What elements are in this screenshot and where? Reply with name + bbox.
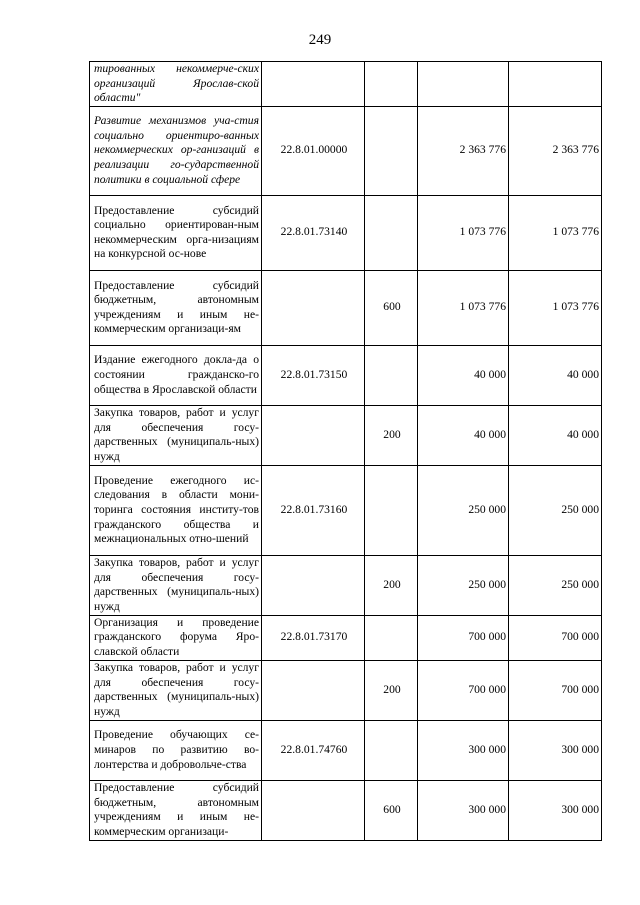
table-row	[90, 660, 602, 720]
row-code-cell: 22.8.01.73150	[262, 345, 365, 405]
row-expense-type-cell: 200	[365, 660, 418, 720]
row-sum1-cell: 40 000	[418, 405, 509, 465]
row-name-cell: Проведение обучающих се-минаров по развитию во-лонтерства и добровольче-ства	[90, 720, 262, 780]
row-expense-type-cell	[365, 345, 418, 405]
row-expense-type-cell	[365, 615, 418, 660]
row-sum2-cell: 40 000	[509, 345, 602, 405]
row-sum1-cell: 40 000	[418, 345, 509, 405]
row-code-cell	[262, 405, 365, 465]
row-code-cell: 22.8.01.73160	[262, 465, 365, 555]
row-name-cell: Закупка товаров, работ и услуг для обеспечения госу-дарственных (муниципаль-ных) нужд	[90, 555, 262, 615]
table-row	[90, 405, 602, 465]
row-name-cell: тированных некоммерче-ских организаций Ярослав-ской области"	[90, 62, 262, 107]
row-expense-type-cell: 200	[365, 555, 418, 615]
row-expense-type-cell	[365, 106, 418, 195]
row-sum2-cell	[509, 62, 602, 107]
row-sum1-cell: 2 363 776	[418, 106, 509, 195]
row-name-cell: Предоставление субсидий социально ориентирован-ным некоммерческим орга-низациям на конкурсной ос-нове	[90, 195, 262, 270]
row-sum2-cell: 700 000	[509, 660, 602, 720]
row-expense-type-cell: 200	[365, 405, 418, 465]
row-name-cell: Организация и проведение гражданского форума Яро-славской области	[90, 615, 262, 660]
row-sum2-cell: 250 000	[509, 465, 602, 555]
row-name-cell: Предоставление субсидий бюджетным, автономным учреждениям и иным не-коммерческим организаци-ям	[90, 270, 262, 345]
row-code-cell: 22.8.01.73140	[262, 195, 365, 270]
row-name-cell: Предоставление субсидий бюджетным, автономным учреждениям и иным не-коммерческим организаци-	[90, 780, 262, 840]
table-row	[90, 195, 602, 270]
table-row	[90, 106, 602, 195]
row-sum1-cell	[418, 62, 509, 107]
row-sum2-cell: 250 000	[509, 555, 602, 615]
budget-table	[89, 61, 602, 841]
row-sum1-cell: 1 073 776	[418, 195, 509, 270]
row-code-cell	[262, 555, 365, 615]
table-row	[90, 465, 602, 555]
row-expense-type-cell: 600	[365, 270, 418, 345]
row-sum1-cell: 300 000	[418, 720, 509, 780]
row-expense-type-cell	[365, 720, 418, 780]
row-sum2-cell: 2 363 776	[509, 106, 602, 195]
row-sum2-cell: 300 000	[509, 720, 602, 780]
table-row	[90, 720, 602, 780]
row-sum2-cell: 40 000	[509, 405, 602, 465]
row-name-cell: Закупка товаров, работ и услуг для обеспечения госу-дарственных (муниципаль-ных) нужд	[90, 660, 262, 720]
table-row	[90, 555, 602, 615]
row-expense-type-cell: 600	[365, 780, 418, 840]
table-row	[90, 780, 602, 840]
row-sum1-cell: 700 000	[418, 615, 509, 660]
row-expense-type-cell	[365, 195, 418, 270]
row-name-cell: Издание ежегодного докла-да о состоянии гражданско-го общества в Ярославской области	[90, 345, 262, 405]
table-row	[90, 270, 602, 345]
row-sum2-cell: 300 000	[509, 780, 602, 840]
row-name-cell: Закупка товаров, работ и услуг для обеспечения госу-дарственных (муниципаль-ных) нужд	[90, 405, 262, 465]
table-row	[90, 62, 602, 107]
table-row	[90, 615, 602, 660]
row-sum1-cell: 250 000	[418, 555, 509, 615]
row-sum2-cell: 1 073 776	[509, 195, 602, 270]
page-number: 249	[308, 32, 332, 48]
row-code-cell	[262, 62, 365, 107]
row-sum1-cell: 250 000	[418, 465, 509, 555]
row-expense-type-cell	[365, 465, 418, 555]
row-code-cell: 22.8.01.73170	[262, 615, 365, 660]
table-row	[90, 345, 602, 405]
row-name-cell: Проведение ежегодного ис-следования в области мони-торинга состояния институ-тов гражданского общества и межнациональных отно-шений	[90, 465, 262, 555]
row-sum1-cell: 1 073 776	[418, 270, 509, 345]
row-sum1-cell: 300 000	[418, 780, 509, 840]
row-sum1-cell: 700 000	[418, 660, 509, 720]
row-code-cell: 22.8.01.74760	[262, 720, 365, 780]
row-code-cell	[262, 270, 365, 345]
row-code-cell	[262, 660, 365, 720]
row-sum2-cell: 1 073 776	[509, 270, 602, 345]
row-name-cell: Развитие механизмов уча-стия социально ориентиро-ванных некоммерческих ор-ганизаций в реализации го-сударственной политики в социальной сфере	[90, 106, 262, 195]
row-code-cell: 22.8.01.00000	[262, 106, 365, 195]
row-sum2-cell: 700 000	[509, 615, 602, 660]
row-expense-type-cell	[365, 62, 418, 107]
row-code-cell	[262, 780, 365, 840]
